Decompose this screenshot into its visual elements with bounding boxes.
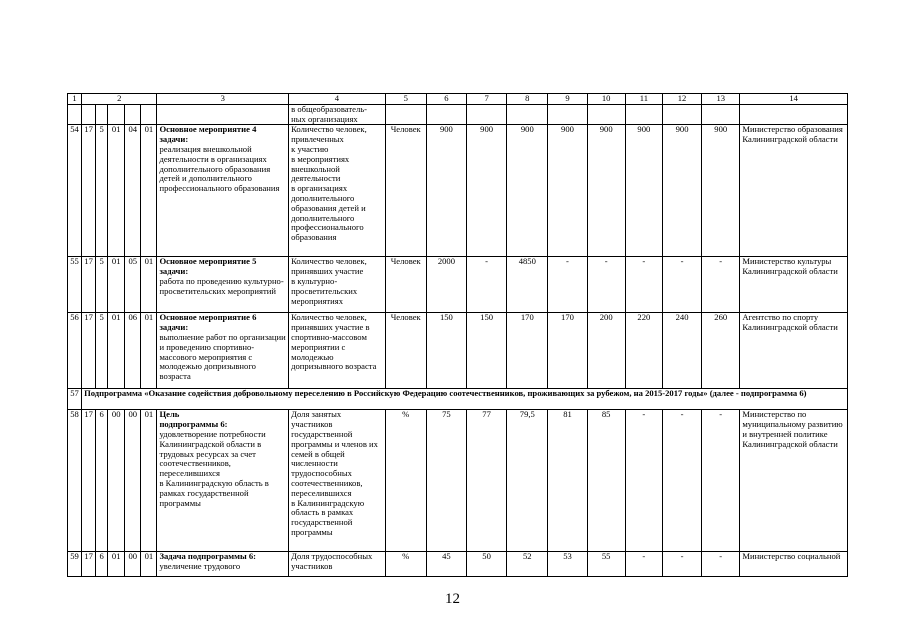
code-cell: 17 <box>82 410 96 552</box>
value-cell: 52 <box>507 552 548 577</box>
code-cell: 5 <box>96 125 108 257</box>
value-cell: 77 <box>467 410 507 552</box>
code-cell: 5 <box>96 257 108 313</box>
value-cell: 170 <box>548 313 587 389</box>
table-row <box>68 552 848 577</box>
col-header: 2 <box>82 94 157 105</box>
col-header: 7 <box>467 94 507 105</box>
value-cell: - <box>548 257 587 313</box>
activity-description: увеличение трудового <box>159 561 241 572</box>
value-cell: 900 <box>587 125 625 257</box>
activity-cell <box>157 257 289 313</box>
table-row <box>68 410 848 552</box>
value-cell: - <box>662 410 701 552</box>
indicator-cell: в общеобразователь- ных организациях <box>289 104 385 125</box>
value-cell: 75 <box>426 410 466 552</box>
activity-description: выполнение работ по организации и проведению спортивно-массового мероприятия с молодежью допризывного возраста <box>159 331 286 382</box>
col-header: 11 <box>625 94 662 105</box>
code-cell: 01 <box>141 552 157 577</box>
value-cell: 220 <box>625 313 662 389</box>
value-cell: - <box>662 552 701 577</box>
value-cell: 85 <box>587 410 625 552</box>
value-cell: 53 <box>548 552 587 577</box>
activity-description: удовлетворение потребности Калининградской области в трудовых ресурсах за счет соотечественников, переселившихся в Калининградскую область в рамках государственной программы <box>159 428 269 508</box>
code-cell: 17 <box>82 552 96 577</box>
value-cell: 150 <box>467 313 507 389</box>
value-cell: 900 <box>467 125 507 257</box>
col-header: 6 <box>426 94 466 105</box>
activity-cell <box>157 313 289 389</box>
value-cell: 260 <box>702 313 740 389</box>
value-cell: - <box>625 257 662 313</box>
col-header: 1 <box>68 94 82 105</box>
value-cell: 900 <box>625 125 662 257</box>
col-header: 10 <box>587 94 625 105</box>
row-number: 57 <box>68 389 82 410</box>
column-numbers-row <box>68 94 848 105</box>
code-cell: 00 <box>125 552 141 577</box>
page-number: 12 <box>445 591 460 607</box>
col-header: 4 <box>289 94 385 105</box>
code-cell: 01 <box>141 257 157 313</box>
row-number: 56 <box>68 313 82 389</box>
executor-cell: Министерство образования Калининградской области <box>740 125 848 257</box>
code-cell: 05 <box>125 257 141 313</box>
executor-cell: Министерство по муниципальному развитию и внутренней политике Калининградской области <box>740 410 848 552</box>
col-header: 14 <box>740 94 848 105</box>
code-cell: 5 <box>96 313 108 389</box>
code-cell: 01 <box>141 410 157 552</box>
value-cell: - <box>625 552 662 577</box>
row-number: 54 <box>68 125 82 257</box>
activity-description: реализация внешкольной деятельности в организациях дополнительного образования детей и дополнительного профессионального образования <box>159 143 280 194</box>
row-number: 59 <box>68 552 82 577</box>
code-cell: 17 <box>82 313 96 389</box>
executor-cell: Министерство социальной <box>740 552 848 577</box>
activity-cell <box>157 125 289 257</box>
activity-title: Основное мероприятие 6 задачи: <box>159 312 257 333</box>
unit-cell: Человек <box>385 257 426 313</box>
indicator-cell: Доля занятых участников государственной программы и членов их семей в общей численности трудоспособных соотечественников, переселившихся в Калининградскую область в рамках государственной программы <box>289 410 385 552</box>
value-cell: 4850 <box>507 257 548 313</box>
indicator-cell: Доля трудоспособных участников <box>289 552 385 577</box>
col-header: 12 <box>662 94 701 105</box>
table-row <box>68 125 848 257</box>
code-cell: 04 <box>125 125 141 257</box>
value-cell: - <box>702 410 740 552</box>
code-cell: 00 <box>125 410 141 552</box>
col-header: 3 <box>157 94 289 105</box>
value-cell: 240 <box>662 313 701 389</box>
code-cell: 01 <box>141 313 157 389</box>
value-cell: 900 <box>507 125 548 257</box>
code-cell: 6 <box>96 552 108 577</box>
code-cell: 01 <box>108 257 125 313</box>
value-cell: 55 <box>587 552 625 577</box>
indicator-cell: Количество человек, привлеченных к участию в мероприятиях внешкольной деятельности в организациях дополнительного образования детей и дополнительного профессионального образования <box>289 125 385 257</box>
unit-cell: Человек <box>385 313 426 389</box>
value-cell: 79,5 <box>507 410 548 552</box>
value-cell: 900 <box>662 125 701 257</box>
value-cell: 150 <box>426 313 466 389</box>
value-cell: 2000 <box>426 257 466 313</box>
value-cell: - <box>467 257 507 313</box>
activity-title: Задача подпрограммы 6: <box>159 551 256 562</box>
code-cell: 01 <box>108 125 125 257</box>
executor-cell: Агентство по спорту Калининградской области <box>740 313 848 389</box>
value-cell: - <box>625 410 662 552</box>
col-header: 13 <box>702 94 740 105</box>
code-cell: 17 <box>82 257 96 313</box>
activity-title: Основное мероприятие 4 задачи: <box>159 124 257 145</box>
value-cell: 81 <box>548 410 587 552</box>
table-row-continuation <box>68 104 848 125</box>
subprogramme-row <box>68 389 848 410</box>
activity-description: работа по проведению культурно-просветительских мероприятий <box>159 275 284 296</box>
code-cell: 01 <box>108 552 125 577</box>
value-cell: - <box>702 552 740 577</box>
col-header: 9 <box>548 94 587 105</box>
value-cell: 170 <box>507 313 548 389</box>
unit-cell: Человек <box>385 125 426 257</box>
subprogramme-title: Подпрограмма «Оказание содействия добровольному переселению в Российскую Федерацию соотечественников, проживающих за рубежом, на 2015-2017 годы» (далее - подпрограмма 6) <box>82 389 848 410</box>
activity-title: Основное мероприятие 5 задачи: <box>159 256 257 277</box>
code-cell: 00 <box>108 410 125 552</box>
code-cell: 01 <box>141 125 157 257</box>
value-cell: - <box>702 257 740 313</box>
code-cell: 6 <box>96 410 108 552</box>
activity-cell <box>157 552 289 577</box>
activity-cell <box>157 410 289 552</box>
value-cell: 50 <box>467 552 507 577</box>
row-number: 55 <box>68 257 82 313</box>
programme-table <box>67 93 848 577</box>
row-number: 58 <box>68 410 82 552</box>
code-cell: 01 <box>108 313 125 389</box>
col-header: 8 <box>507 94 548 105</box>
value-cell: - <box>587 257 625 313</box>
table-row <box>68 257 848 313</box>
unit-cell: % <box>385 410 426 552</box>
value-cell: - <box>662 257 701 313</box>
unit-cell: % <box>385 552 426 577</box>
table-row <box>68 313 848 389</box>
value-cell: 900 <box>702 125 740 257</box>
value-cell: 45 <box>426 552 466 577</box>
code-cell: 17 <box>82 125 96 257</box>
executor-cell: Министерство культуры Калининградской области <box>740 257 848 313</box>
indicator-cell: Количество человек, принявших участие в культурно-просветительских мероприятиях <box>289 257 385 313</box>
value-cell: 200 <box>587 313 625 389</box>
code-cell: 06 <box>125 313 141 389</box>
value-cell: 900 <box>548 125 587 257</box>
value-cell: 900 <box>426 125 466 257</box>
col-header: 5 <box>385 94 426 105</box>
activity-title: Цель подпрограммы 6: <box>159 409 228 430</box>
indicator-cell: Количество человек, принявших участие в спортивно-массовом мероприятии с молодежью допризывного возраста <box>289 313 385 389</box>
